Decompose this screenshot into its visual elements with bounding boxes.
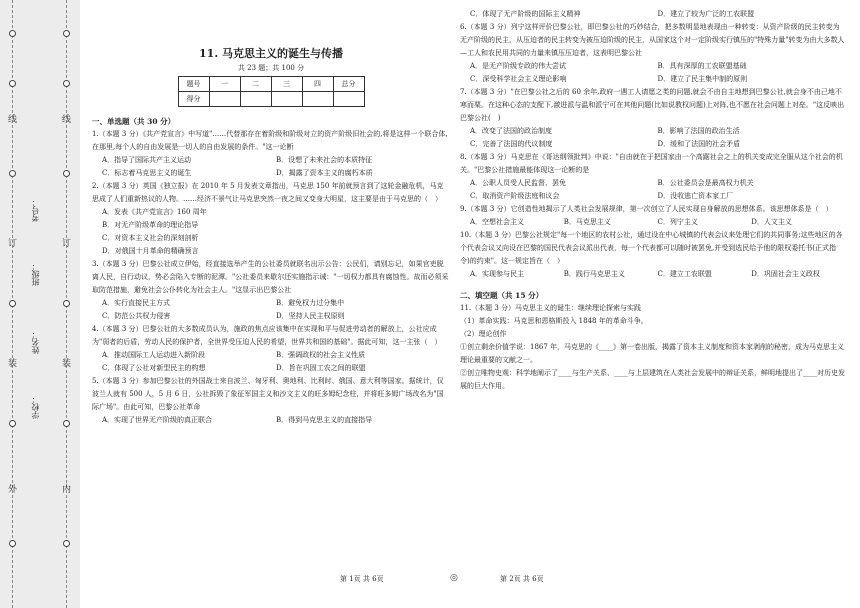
option: C．取消资产阶级法庭和议会 [470,192,560,200]
option: C．标志着马克思主义的诞生 [102,169,192,177]
question-11-part-2: （2）理论创作 [460,330,507,338]
option: B．公社委员会是最高权力机关 [657,179,754,187]
option: A．空想社会主义 [470,218,525,226]
option: B．践行马克思主义 [563,270,625,278]
score-cell: 三 [271,77,302,92]
option: D．缓和了法国的社会矛盾 [657,140,741,148]
margin-char-line: 线 [8,115,18,125]
option: B．具有深厚的工农联盟基础 [657,62,747,70]
option: A．推动国际工人运动进入新阶段 [102,351,206,359]
options-row [460,125,845,138]
option: A．实行直接民主方式 [102,299,171,307]
page-number-left: 第 1页 共 6页 [340,575,384,583]
options-row [92,362,450,375]
option: C．列宁主义 [657,218,698,226]
option: C．对资本主义社会的深刻剖析 [102,234,199,242]
score-cell [209,92,240,107]
margin-circle [9,420,16,427]
score-cell: 得分 [178,92,209,107]
options-row [92,349,450,362]
options-row [92,310,450,323]
margin-char-bind-inner: 装 [62,359,72,369]
score-cell [240,92,271,107]
left-column [92,8,450,427]
option: A．实现参与民主 [470,270,525,278]
margin-circle [63,80,70,87]
section-heading: 一、单选题（共 30 分） [92,117,176,126]
options-row [460,268,845,281]
option: C．防范公共权力侵害 [102,312,171,320]
options-row [460,60,845,73]
question-7: 7.（本题 3 分）"在巴黎公社之后的 60 余年,政府一遇工人请愿之类的问题,就会不由自主地想到巴黎公社,就会身不由己地不寒而栗。在这种心态的支配下,激进派与温和派宁可在其他问题(比如说教权问题)上对阵,也不愿在社会问题上对垒。"这反映出巴黎公社( ) [460,88,845,122]
option: D．人文主义 [751,218,792,226]
options-row [460,73,845,86]
question-2: 2.（本题 3 分）英国《独立报》在 2010 年 5 月发表文章指出，马克思 150 年前就预言到了这轮金融危机，马克思成了人们重新热议的人物。……经济不景气让马克思突然一夜之间又变身大明星，这主要是由于马克思的（ ） [92,182,444,203]
question-6: 6.（本题 3 分）列宁这样评价巴黎公社，即巴黎公社的巧妙结合，把多数明显地表现由一种转变：从资产阶级的民主转变为无产阶级的民主，从压迫者的民主转变为被压迫阶级的民主，从国家这个对一定阶级实行镇压的"特殊力量"转变为由大多数人—工人和农民用共同的力量来镇压压迫者，这表明巴黎公社 [460,23,845,57]
option: B．影响了法国的政治生活 [657,127,740,135]
options-row [92,154,450,167]
question-9: 9.（本题 3 分）它创造性地揭示了人类社会发展规律，第一次创立了人民实现自身解放的思想体系。该思想体系是（ ） [460,205,833,213]
page-subtitle: 共 23 题；共 100 分 [237,64,305,72]
option: D．建立了较为广泛的工农联盟 [657,10,755,18]
binding-margin [0,0,80,608]
question-11: 11.（本题 3 分）马克思主义的诞生：继续理论探索与实践 [460,304,642,312]
option: D．建立了民主集中制的原则 [657,75,748,83]
score-table-header-row [178,77,364,92]
option: A．发表《共产党宣言》160 周年 [102,208,207,216]
page-title: 11. 马克思主义的诞生与传播 [199,47,343,60]
score-cell: 题号 [178,77,209,92]
score-cell [271,92,302,107]
question-8: 8.（本题 3 分）马克思在《哥达纲领批判》中说："自由就在于把国家由一个高踞社会之上的机关变成完全服从这个社会的机关。"巴黎公社措施最能体现这一论断的是 [460,153,843,174]
exam-number-field: 考号： [31,198,40,222]
margin-circle [63,420,70,427]
options-row [460,138,845,151]
option: D．揭露了资本主义的腐朽本质 [276,169,373,177]
score-cell: 总分 [333,77,364,92]
class-field: 班级： [31,262,40,286]
options-row [460,177,845,190]
margin-circle [63,30,70,37]
score-cell [333,92,364,107]
score-table-score-row [178,92,364,107]
option: D．旨在巩固工农之间的联盟 [276,364,366,372]
options-row [92,167,450,180]
name-field: 姓名： [31,330,40,354]
option: A．实现了世界无产阶级的真正联合 [102,416,213,424]
option: A．指导了国际共产主义运动 [102,156,192,164]
option: C．体现了无产阶级的国际主义精神 [470,10,581,18]
margin-circle [9,80,16,87]
options-row [92,297,450,310]
option: A．公职人员受人民监督、罢免 [470,179,567,187]
option: D．坚持人民主权原则 [276,312,345,320]
option: C．体现了公社对新型民主的构想 [102,364,206,372]
margin-char-bind: 装 [8,359,18,369]
option: B．对无产阶级革命的理论指导 [102,221,199,229]
question-1: 1.（本题 3 分）《共产党宣言》中写道"……代替那存在着阶级和阶级对立的资产阶级旧社会的,将是这样一个联合体,在那里,每个人的自由发展是一切人的自由发展的条件。"这一论断 [92,130,448,151]
option: B．设想了未来社会的本质特征 [276,156,373,164]
right-column [460,8,845,393]
section-heading: 二、填空题（共 15 分） [460,291,544,300]
option: B．马克思主义 [563,218,611,226]
question-11-item-b: ②创立唯物史观：科学地阐示了____与生产关系、____与上层建筑在人类社会发展中的辩证关系，鲜明地提出了____对历史发展的巨大作用。 [460,369,845,390]
option: C．建立工农联盟 [657,270,712,278]
score-cell: 二 [240,77,271,92]
question-4: 4.（本题 3 分）巴黎公社的大多数成员认为，施政的焦点应该集中在实现和平与促进劳动者的解放上，公社应成为"弱者的后盾，劳动人民的保护者，全世界受压迫人民的希望，世界共和国的基础"。据此可知，这一主张（ ） [92,325,442,346]
score-cell: 一 [209,77,240,92]
margin-circle [63,540,70,547]
margin-circle [9,30,16,37]
score-table [178,76,365,107]
option: B．避免权力过分集中 [276,299,345,307]
option: A．改变了法国的政治制度 [470,127,553,135]
margin-char-outer: 外 [8,485,18,495]
margin-char-line-inner: 线 [62,115,72,125]
margin-circle [9,170,16,177]
option: D．对俄国十月革命的精确预言 [102,247,199,255]
school-field: 学校： [31,395,40,419]
page-number-right: 第 2页 共 6页 [500,575,544,583]
options-row [460,190,845,203]
score-cell [302,92,333,107]
question-11-item-a: ①创立剩余价值学说：1867 年，马克思的《____》第一卷出版，揭露了资本主义制度和资本家剥削的秘密，成为马克思主义理论最重要的文献之一。 [460,343,845,364]
score-cell: 四 [302,77,333,92]
margin-circle [9,300,16,307]
question-10: 10.（本题 3 分）巴黎公社规定"每一个地区的农村公社，通过设在中心城镇的代表会议来处理它们的共同事务;这些地区的各个代表会议又向设在巴黎的国民代表会议派出代表，每一个代表都可以随时被罢免,并受到选民给予他的限权委托书(正式指令)的约束"。这一规定旨在（ ） [460,231,843,265]
option: B．强调政权的社会主义性质 [276,351,366,359]
fold-mark-icon: ◎ [450,573,458,583]
option: C．完善了法国的代议制度 [470,140,553,148]
options-row [460,8,845,21]
options-row [460,216,845,229]
question-11-part-1: （1）革命实践：马克思和恩格斯投入 1848 年的革命斗争。 [460,317,648,325]
margin-circle [63,300,70,307]
margin-char-inner: 内 [62,485,72,495]
option: C．深受科学社会主义理论影响 [470,75,567,83]
option: D．巩固社会主义政权 [751,270,820,278]
margin-circle [63,170,70,177]
option: B．得到马克思主义的直接指导 [276,416,373,424]
margin-circle [9,540,16,547]
option: A．是无产阶级专政的伟大尝试 [470,62,567,70]
margin-char-order: 订 [8,239,18,249]
option: D．没收逃亡资本家工厂 [657,192,734,200]
options-row [92,414,450,427]
question-3: 3.（本题 3 分）巴黎公社成立伊始，经直接选举产生的公社委员就联名出示公告：公民们，请别忘记，如果官吏脱离人民，自行动议，势必会陷入专断的泥潭。"公社委员来歇尔还实施指示诫："一切权力都具有腐蚀性。故而必须采取防范措施，避免社会公仆转化为社会主人。"这显示出巴黎公社 [92,260,449,294]
margin-char-order-inner: 订 [62,239,72,249]
question-5: 5.（本题 3 分）参加巴黎公社的外国战士来自波兰、匈牙利、奥地利、比利时、俄国、意大利等国家。据统计，仅波兰人就有 500 人，5 月 6 日，公社拆毁了象征军国主义和沙文主义的旺多姆纪念柱，并将旺多姆广场改名为"国际广场"。由此可知，巴黎公社革命 [92,377,444,411]
